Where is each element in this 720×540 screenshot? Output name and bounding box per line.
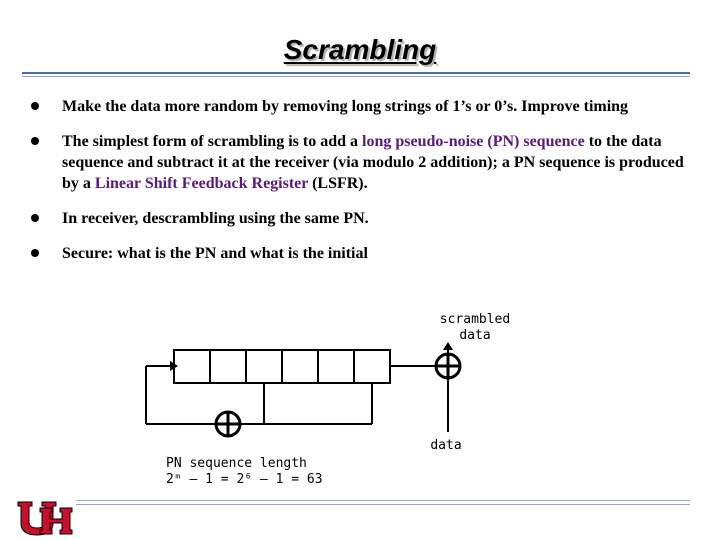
bullet-plain-text: In receiver, descrambling using the same PN. <box>62 210 369 227</box>
xor-output-symbol <box>436 354 460 378</box>
bullet-highlight-text: long pseudo-noise (PN) sequence <box>362 133 585 150</box>
bullet-plain-text: Secure: what is the PN and what is the initial <box>62 245 368 262</box>
footer-rule-bottom <box>76 504 690 505</box>
university-logo-icon <box>16 500 74 538</box>
scrambled-label-line2: data <box>459 328 491 343</box>
pn-label-line1: PN sequence length <box>166 456 307 471</box>
data-input-label: data <box>430 438 462 453</box>
xor-feedback-symbol <box>216 412 240 436</box>
footer-rule-top <box>76 500 690 501</box>
scrambled-data-label <box>420 312 530 344</box>
pn-length-label <box>166 456 344 488</box>
scrambled-label-line1: scrambled <box>439 312 511 327</box>
bullet-plain-text: (LSFR). <box>308 175 368 192</box>
bullet-highlight-text: Linear Shift Feedback Register <box>94 175 309 192</box>
bullet-plain-text: Make the data more random by removing long strings of 1’s or 0’s. Improve timing <box>62 98 629 115</box>
bullet-plain-text: The simplest form of scrambling is to add a <box>62 133 362 150</box>
bullet-plain-text: to the data sequence and subtract it at the receiver (via modulo 2 addition); a PN sequence is produced by a <box>62 133 684 192</box>
slide-title: Scrambling <box>283 34 437 65</box>
pn-label-line2: 2ᵐ – 1 = 2⁶ – 1 = 63 <box>166 472 323 487</box>
